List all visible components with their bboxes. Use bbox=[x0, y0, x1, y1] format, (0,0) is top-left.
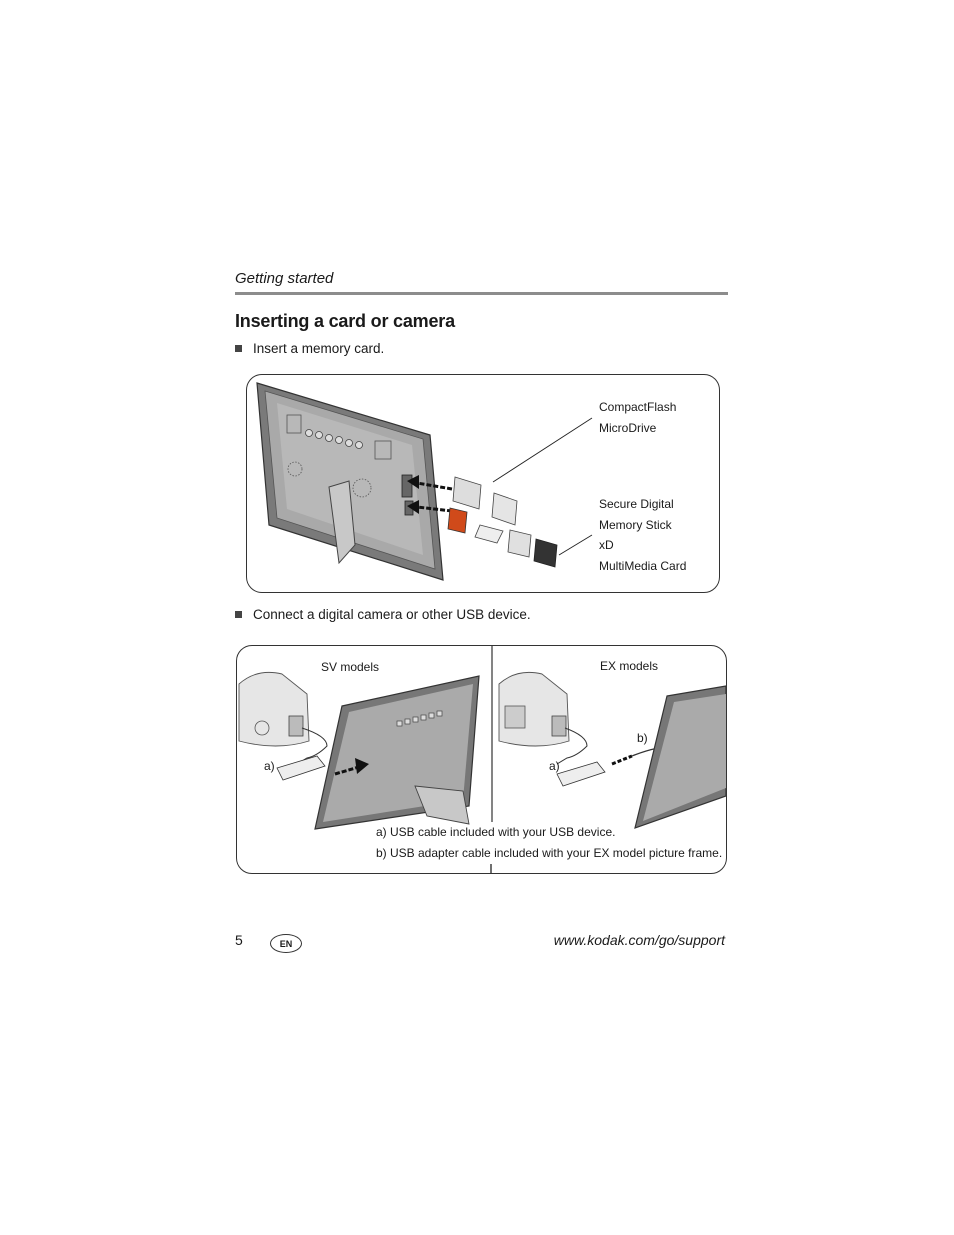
bullet-square-icon bbox=[235, 611, 242, 618]
caption-a: a) USB cable included with your USB device. bbox=[376, 825, 616, 839]
label-multimedia-card: MultiMedia Card bbox=[599, 558, 687, 573]
ex-models-title: EX models bbox=[600, 659, 659, 673]
support-url[interactable]: www.kodak.com/go/support bbox=[553, 932, 725, 948]
sv-models-title: SV models bbox=[321, 660, 380, 674]
page-title: Inserting a card or camera bbox=[235, 311, 455, 331]
label-secure-digital: Secure Digital bbox=[599, 497, 674, 511]
step-2-text: Connect a digital camera or other USB device. bbox=[253, 607, 531, 622]
page-number: 5 bbox=[235, 932, 243, 948]
section-header: Getting started bbox=[235, 270, 334, 287]
language-badge: EN bbox=[270, 934, 302, 953]
ex-marker-b: b) bbox=[637, 731, 648, 745]
bullet-square-icon bbox=[235, 345, 242, 352]
label-group-top bbox=[599, 397, 676, 438]
label-xd: xD bbox=[599, 538, 614, 552]
sv-marker-a: a) bbox=[264, 759, 275, 773]
label-compactflash: CompactFlash bbox=[599, 400, 677, 414]
caption-b: b) USB adapter cable included with your EX model picture frame. bbox=[376, 846, 723, 860]
step-1 bbox=[235, 341, 384, 356]
header-rule bbox=[235, 292, 728, 295]
label-microdrive: MicroDrive bbox=[599, 420, 657, 435]
step-1-text: Insert a memory card. bbox=[253, 341, 385, 356]
usb-connection-figure bbox=[236, 645, 727, 874]
label-memory-stick: Memory Stick bbox=[599, 517, 672, 532]
step-2 bbox=[235, 607, 531, 622]
label-group-bottom bbox=[599, 494, 686, 576]
memory-card-figure bbox=[246, 374, 720, 593]
ex-marker-a: a) bbox=[549, 759, 560, 773]
